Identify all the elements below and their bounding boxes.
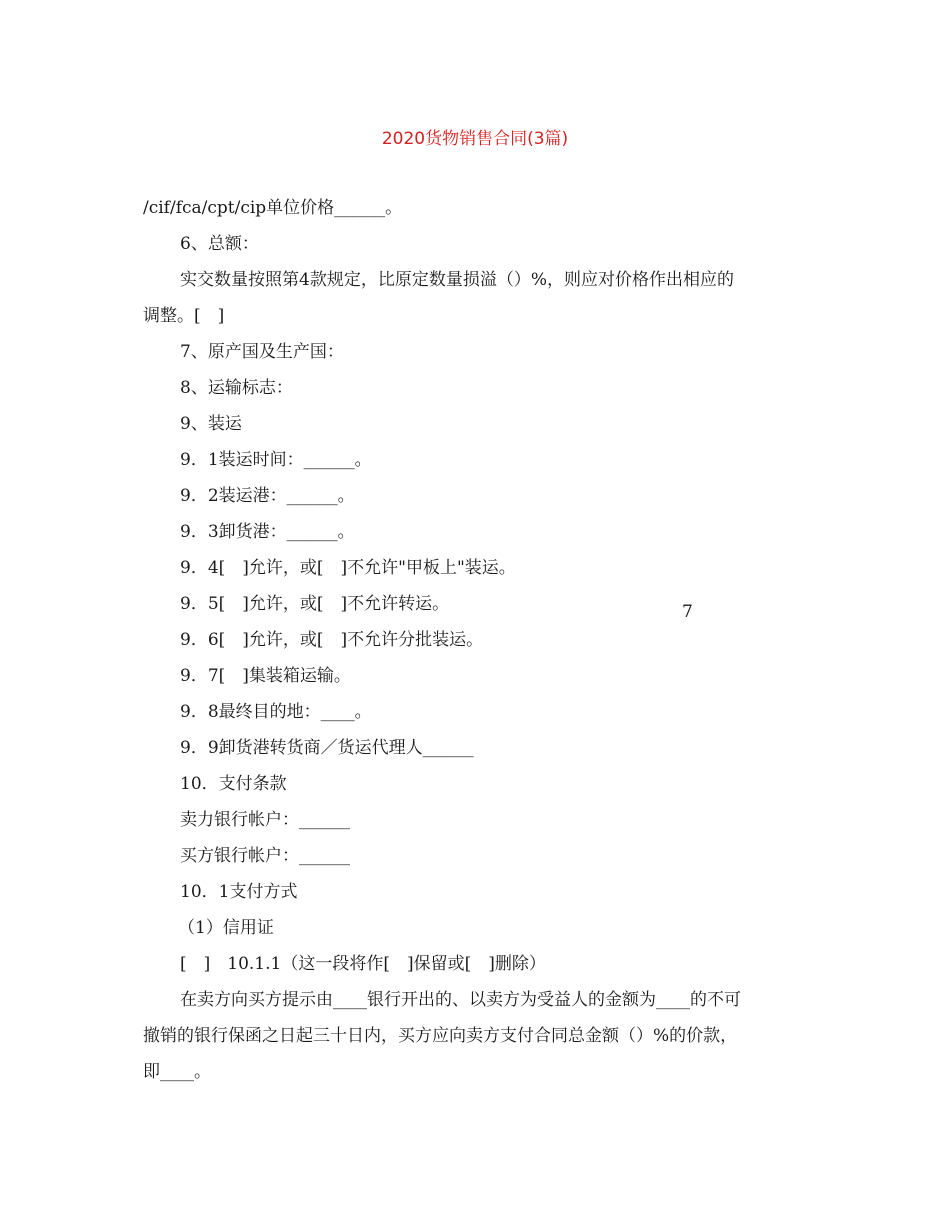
seller-bank-account: 卖力银行帐户：______ (180, 810, 350, 830)
clause-9-3: 9．3卸货港：______。 (180, 522, 355, 542)
quantity-adjustment-cont: 调整。[ ] (143, 306, 225, 326)
letter-of-credit: （1）信用证 (178, 918, 274, 938)
buyer-bank-account: 买方银行帐户：______ (180, 846, 350, 866)
guarantee-paragraph-line1: 在卖方向买方提示由____银行开出的、以卖方为受益人的金额为____的不可 (180, 990, 741, 1010)
document-body (143, 193, 803, 1093)
clause-9-1: 9．1装运时间：______。 (180, 450, 372, 470)
page-number: 7 (682, 602, 693, 622)
guarantee-paragraph-line3: 即____。 (143, 1062, 211, 1082)
clause-9-shipment: 9、装运 (180, 414, 242, 434)
clause-6-total: 6、总额： (180, 234, 259, 254)
clause-9-5: 9．5[ ]允许，或[ ]不允许转运。 (180, 594, 450, 614)
clause-8-marks: 8、运输标志： (180, 378, 293, 398)
clause-9-4: 9．4[ ]允许，或[ ]不允许"甲板上"装运。 (180, 558, 516, 578)
clause-9-8: 9．8最终目的地：____。 (180, 702, 372, 722)
clause-10-payment: 10．支付条款 (180, 774, 287, 794)
page-title: 2020货物销售合同(3篇) (381, 129, 569, 149)
clause-9-2: 9．2装运港：______。 (180, 486, 355, 506)
clause-9-6: 9．6[ ]允许，或[ ]不允许分批装运。 (180, 630, 484, 650)
clause-9-9: 9．9卸货港转货商／货运代理人______ (180, 738, 474, 758)
guarantee-paragraph-line2: 撤销的银行保函之日起三十日内，买方应向卖方支付合同总金额（）%的价款， (143, 1026, 738, 1046)
clause-7-origin: 7、原产国及生产国： (180, 342, 344, 362)
clause-10-1: 10．1支付方式 (180, 882, 298, 902)
clause-9-7: 9．7[ ]集装箱运输。 (180, 666, 351, 686)
price-line: /cif/fca/cpt/cip单位价格______。 (143, 198, 403, 218)
quantity-adjustment-line: 实交数量按照第4款规定，比原定数量损溢（）%，则应对价格作出相应的 (180, 270, 734, 290)
clause-10-1-1: [ ] 10.1.1（这一段将作[ ]保留或[ ]删除） (180, 954, 546, 974)
